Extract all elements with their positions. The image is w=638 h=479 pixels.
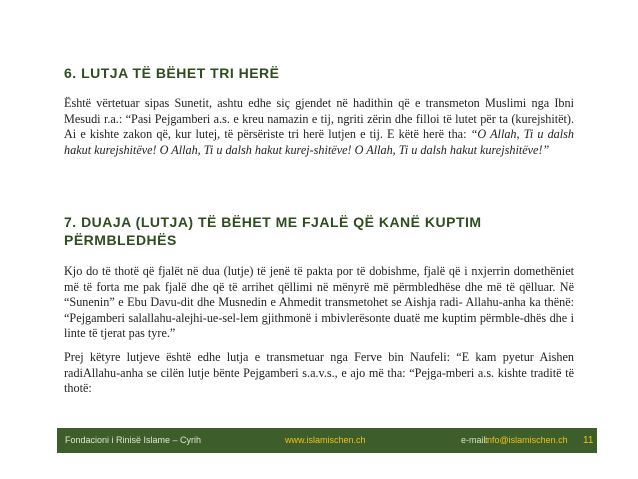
footer-page-number: 11 <box>583 435 594 446</box>
section-6-paragraph <box>64 96 574 158</box>
footer-email-label: e-mail: <box>461 435 489 445</box>
footer-organization: Fondacioni i Rinisë Islame – Cyrih <box>65 435 202 445</box>
page-footer <box>57 428 597 453</box>
section-7-paragraph-1: Kjo do të thotë që fjalët në dua (lutje) të jenë të pakta por të dobishme, fjalë që i nxjerrin domethëniet më të forta me pak fjalë dhe që të arrihet qëllimi në mënyrë më përmbledhëse dhe më të qëlluar. Në “Sunenin” e Ebu Davu-dit dhe Musnedin e Ahmedit transmetohet se Aishja radi- Allahu-anha ka thënë: “Pejgamberi salallahu-alejhi-ue-sel-lem gjithmonë i mbivlerësonte duatë me kuptim përmble-dhës dhe i linte të tjerat pas tyre.” <box>64 264 574 341</box>
section-7-heading: 7. DUAJA (LUTJA) TË BËHET ME FJALË QË KANË KUPTIM PËRMBLEDHËS <box>64 214 482 248</box>
footer-website-link[interactable]: www.islamischen.ch <box>285 435 366 445</box>
section-6-text: Është vërtetuar sipas Sunetit, ashtu edhe siç gjendet në hadithin që e transmeton Muslimi nga Ibni Mesudi r.a.: “Pasi Pejgamberi a.s. e kreu namazin e tij, ngriti zërin dhe filloi të lutet për ta (kurejshitët). Ai e kishte zakon që, kur lutej, të përsëriste tri herë lutjen e tij. E këtë herë tha: <box>64 96 574 142</box>
section-6-quote: “O Allah, Ti u dalsh hakut kurejshitëve! O Allah, Ti u dalsh hakut kurej-shitëve! O Allah, Ti u dalsh hakut kurejshitëve!” <box>64 127 574 157</box>
footer-email-link[interactable]: info@islamischen.ch <box>485 435 568 445</box>
section-6-heading: 6. LUTJA TË BËHET TRI HERË <box>64 65 280 81</box>
section-7-paragraph-2: Prej këtyre lutjeve është edhe lutja e transmetuar nga Ferve bin Naufeli: “E kam pyetur Aishen radiAllahu-anha se cilën lutje bënte Pejgamberi s.a.v.s., e ajo më tha: “Pejga-mberi a.s. kishte traditë të thotë: <box>64 350 574 396</box>
